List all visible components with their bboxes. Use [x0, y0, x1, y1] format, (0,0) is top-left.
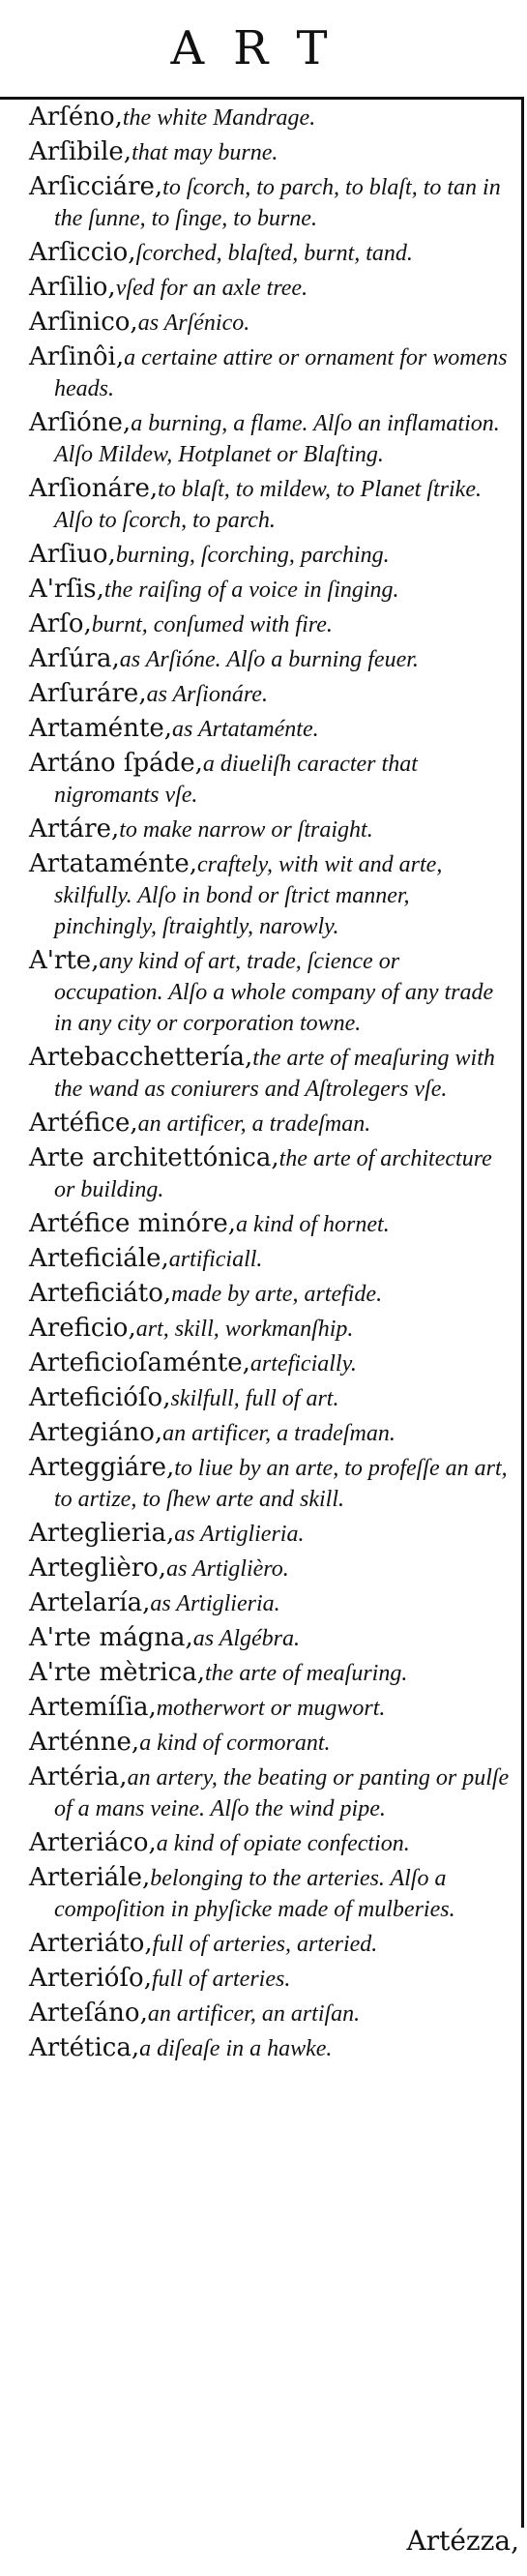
entry-definition: to blaſt, to mildew, to Planet ſtrike. Alſo to ſcorch, to parch.	[54, 477, 482, 533]
entry-headword: Arte architettónica,	[29, 1143, 279, 1172]
dictionary-entry	[29, 1554, 512, 1584]
dictionary-entry	[29, 1244, 512, 1275]
entry-definition: the arte of architecture or building.	[54, 1146, 492, 1202]
catchword: Artézza,	[406, 2525, 519, 2557]
entry-headword: Artáre,	[29, 814, 120, 844]
entry-definition: a diſeaſe in a hawke.	[139, 2036, 333, 2061]
dictionary-entry	[29, 1279, 512, 1310]
entry-definition: a burning, a flame. Alſo an inflamation. Alſo Mildew, Hotplanet or Blaſting.	[54, 411, 500, 467]
entry-definition: a kind of hornet.	[236, 1212, 390, 1237]
dictionary-entry	[29, 714, 512, 745]
entry-definition: full of arteries, arteried.	[152, 1932, 378, 1957]
dictionary-entry	[29, 238, 512, 269]
entry-headword: Artemíſia,	[29, 1693, 157, 1722]
entry-headword: Arſilio,	[29, 273, 116, 302]
dictionary-entry	[29, 103, 512, 133]
dictionary-entry	[29, 1658, 512, 1689]
entry-definition: to liue by an arte, to profeſſe an art, to artize, to ſhew arte and skill.	[54, 1456, 508, 1512]
dictionary-entry	[29, 1999, 512, 2029]
dictionary-entry	[29, 1588, 512, 1619]
entry-headword: Artéfice minóre,	[29, 1209, 237, 1238]
entry-definition: as Algébra.	[192, 1626, 300, 1651]
entry-definition: vſed for an axle tree.	[115, 276, 308, 301]
dictionary-entry	[29, 1519, 512, 1550]
entry-headword: Artéria,	[29, 1762, 128, 1791]
entry-definition: an artificer, a tradeſman.	[137, 1111, 371, 1137]
entry-headword: Arteglièro,	[29, 1554, 167, 1583]
dictionary-entry	[29, 1929, 512, 1960]
dictionary-entry	[29, 1418, 512, 1449]
entry-headword: Arteglieria,	[29, 1519, 175, 1548]
page-header: ART	[170, 21, 357, 75]
entry-definition: a diueliſh caracter that nigromants vſe.	[54, 752, 418, 808]
dictionary-entry	[29, 1762, 512, 1824]
entry-headword: Arſióne,	[29, 408, 132, 437]
entry-headword: Arterióſo,	[29, 1964, 152, 1993]
entry-headword: Artelaría,	[29, 1588, 151, 1617]
entry-definition: arteficially.	[249, 1351, 357, 1377]
entry-headword: Arſéno,	[29, 103, 123, 132]
entry-headword: Arſinôi,	[29, 342, 125, 371]
entry-headword: Arteficioſaménte,	[29, 1348, 250, 1377]
entry-list	[29, 103, 512, 2068]
dictionary-entry	[29, 342, 512, 404]
entry-definition: full of arteries.	[151, 1967, 291, 1992]
entry-definition: as Arſióne. Alſo a burning feuer.	[119, 647, 419, 672]
entry-definition: as Artiglieria.	[150, 1591, 280, 1616]
entry-definition: skilfull, full of art.	[170, 1386, 339, 1411]
entry-headword: A'rte mètrica,	[29, 1658, 206, 1687]
dictionary-entry	[29, 1209, 512, 1240]
entry-definition: to make narrow or ſtraight.	[119, 817, 373, 843]
dictionary-entry	[29, 1109, 512, 1140]
entry-headword: A'rte mágna,	[29, 1623, 193, 1652]
entry-headword: Artética,	[29, 2033, 140, 2062]
entry-headword: Arteriáco,	[29, 1828, 157, 1857]
entry-headword: Areficio,	[29, 1314, 136, 1343]
entry-headword: Arſicciáre,	[29, 172, 163, 201]
dictionary-entry	[29, 1623, 512, 1654]
entry-definition: made by arte, artefide.	[171, 1282, 383, 1307]
entry-headword: Arſo,	[29, 609, 92, 638]
entry-headword: Arſinico,	[29, 308, 138, 337]
dictionary-entry	[29, 1348, 512, 1379]
dictionary-entry	[29, 1453, 512, 1515]
entry-headword: Arteggiáre,	[29, 1453, 175, 1482]
entry-definition: that may burne.	[132, 140, 278, 165]
entry-definition: an artery, the beating or panting or pulſe of a mans veine. Alſo the wind pipe.	[54, 1765, 510, 1821]
dictionary-entry	[29, 2033, 512, 2064]
entry-definition: an artificer, an artiſan.	[147, 2001, 361, 2027]
entry-headword: Artéfice,	[29, 1109, 138, 1138]
entry-definition: craftely, with wit and arte, skilfully. Alſo in bond or ſtrict manner, pinchingly, ſtraightly, narowly.	[54, 852, 443, 939]
entry-headword: Arſuráre,	[29, 679, 147, 708]
entry-definition: belonging to the arteries. Alſo a compoſition in phyſicke made of mulberies.	[54, 1866, 455, 1922]
entry-headword: Artáno ſpáde,	[29, 749, 203, 778]
dictionary-entry	[29, 408, 512, 470]
entry-headword: Arſúra,	[29, 644, 120, 673]
entry-definition: art, skill, workmanſhip.	[135, 1317, 354, 1342]
dictionary-entry	[29, 308, 512, 339]
entry-headword: Artegiáno,	[29, 1418, 163, 1447]
entry-headword: Arteficiále,	[29, 1244, 169, 1273]
entry-definition: any kind of art, trade, ſcience or occupation. Alſo a whole company of any trade in any city or corporation towne.	[54, 949, 494, 1036]
dictionary-entry	[29, 849, 512, 942]
dictionary-entry	[29, 946, 512, 1039]
dictionary-entry	[29, 474, 512, 536]
dictionary-entry	[29, 814, 512, 845]
entry-definition: as Arſionáre.	[146, 682, 268, 707]
entry-headword: Arſionáre,	[29, 474, 159, 503]
entry-definition: the arte of meaſuring with the wand as coniurers and Aſtrolegers vſe.	[54, 1046, 495, 1102]
entry-headword: Arſiccio,	[29, 238, 136, 267]
entry-definition: as Artataménte.	[172, 717, 319, 742]
dictionary-entry	[29, 679, 512, 710]
dictionary-entry	[29, 172, 512, 234]
dictionary-entry	[29, 749, 512, 811]
dictionary-entry	[29, 1863, 512, 1925]
entry-definition: ſcorched, blaſted, burnt, tand.	[135, 241, 413, 266]
entry-definition: the arte of meaſuring.	[205, 1661, 408, 1686]
dictionary-entry	[29, 137, 512, 168]
entry-headword: Arteriáto,	[29, 1929, 153, 1958]
dictionary-entry	[29, 540, 512, 571]
entry-definition: as Artiglièro.	[166, 1556, 289, 1582]
dictionary-entry	[29, 1314, 512, 1345]
entry-definition: burning, ſcorching, parching.	[115, 543, 390, 568]
entry-definition: the white Mandrage.	[122, 105, 316, 131]
dictionary-entry	[29, 1828, 512, 1859]
entry-definition: a certaine attire or ornament for womens heads.	[54, 345, 508, 401]
dictionary-entry	[29, 575, 512, 606]
dictionary-entry	[29, 1964, 512, 1995]
dictionary-entry	[29, 609, 512, 640]
entry-headword: Arteriále,	[29, 1863, 151, 1892]
entry-definition: burnt, conſumed with fire.	[91, 612, 333, 637]
entry-definition: a kind of opiate confection.	[156, 1831, 410, 1856]
entry-definition: motherwort or mugwort.	[156, 1696, 386, 1721]
entry-headword: Arteficióſo,	[29, 1383, 171, 1412]
dictionary-entry	[29, 273, 512, 304]
entry-definition: as Arſénico.	[137, 311, 250, 336]
entry-definition: artificiall.	[168, 1247, 263, 1272]
dictionary-entry	[29, 1728, 512, 1759]
dictionary-entry	[29, 1383, 512, 1414]
entry-headword: Arteſáno,	[29, 1999, 148, 2028]
entry-headword: Artaménte,	[29, 714, 173, 743]
entry-definition: a kind of cormorant.	[139, 1731, 331, 1756]
entry-definition: the raiſing of a voice in ſinging.	[103, 577, 399, 603]
dictionary-entry	[29, 1043, 512, 1105]
entry-headword: Arſibile,	[29, 137, 132, 166]
dictionary-entry	[29, 644, 512, 675]
entry-headword: Artebacchettería,	[29, 1043, 253, 1072]
dictionary-entry	[29, 1693, 512, 1724]
entry-headword: Arſiuo,	[29, 540, 116, 569]
entry-definition: to ſcorch, to parch, to blaſt, to tan in the ſunne, to ſinge, to burne.	[54, 175, 501, 231]
entry-definition: as Artiglieria.	[174, 1522, 305, 1547]
entry-headword: Arténne,	[29, 1728, 140, 1757]
dictionary-entry	[29, 1143, 512, 1205]
entry-headword: A'rſis,	[29, 575, 104, 604]
entry-headword: Artataménte,	[29, 849, 197, 878]
entry-definition: an artificer, a tradeſman.	[162, 1421, 395, 1446]
entry-headword: Arteficiáto,	[29, 1279, 172, 1308]
entry-headword: A'rte,	[29, 946, 100, 975]
